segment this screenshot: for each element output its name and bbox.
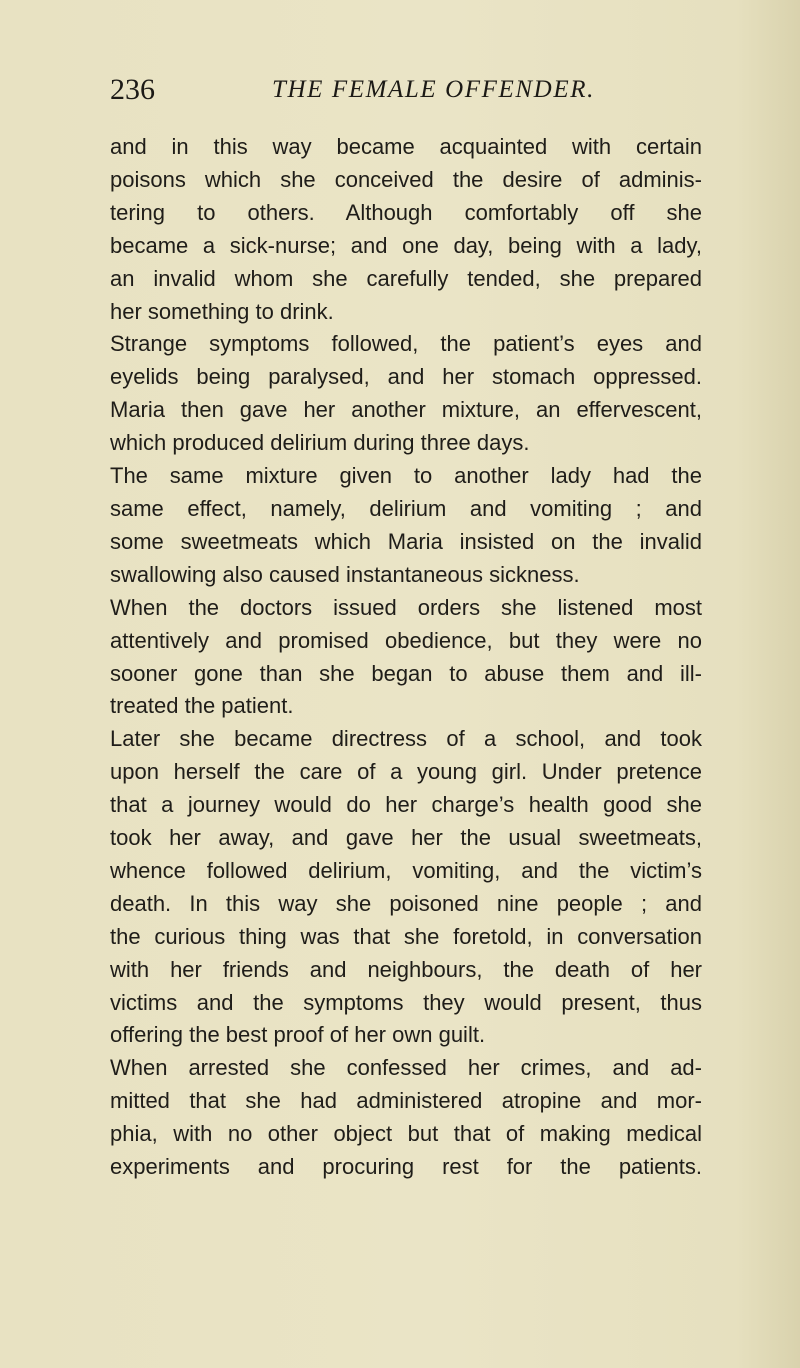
text-line: that a journey would do her charge’s health good she — [110, 792, 702, 818]
text-line: and in this way became acquainted with certain — [110, 134, 702, 159]
text-line: became a sick-nurse; and one day, being with a lady, — [110, 232, 702, 258]
text-line: offering the best proof of her own guilt. — [110, 1022, 486, 1048]
text-line: treated the patient. — [110, 693, 294, 719]
text-line: experiments and procuring rest for the patients. — [110, 1154, 702, 1180]
running-head: THE FEMALE OFFENDER. — [272, 76, 595, 103]
text-line: When the doctors issued orders she listened most — [110, 594, 702, 620]
text-line: whence followed delirium, vomiting, and the victim’s — [110, 857, 702, 883]
text-line: took her away, and gave her the usual sweetmeats, — [110, 825, 702, 851]
text-line: The same mixture given to another lady had the — [110, 463, 702, 489]
text-line: When arrested she confessed her crimes, and ad- — [110, 1055, 702, 1081]
text-line: Later she became directress of a school, and took — [110, 726, 702, 752]
text-line: sooner gone than she began to abuse them and ill- — [110, 660, 702, 686]
text-line: Maria then gave her another mixture, an effervescent, — [110, 397, 702, 423]
text-line: attentively and promised obedience, but they were no — [110, 627, 702, 653]
text-line: poisons which she conceived the desire of adminis- — [110, 166, 702, 192]
text-line: an invalid whom she carefully tended, she prepared — [110, 265, 702, 291]
text-line: Strange symptoms followed, the patient’s eyes and — [110, 331, 702, 357]
text-line: with her friends and neighbours, the death of her — [110, 956, 702, 982]
text-line: phia, with no other object but that of making medical — [110, 1121, 702, 1147]
text-line: same effect, namely, delirium and vomiting ; and — [110, 495, 702, 521]
text-line: mitted that she had administered atropine and mor- — [110, 1088, 702, 1114]
text-line: tering to others. Although comfortably off she — [110, 199, 702, 225]
text-line: some sweetmeats which Maria insisted on the invalid — [110, 528, 702, 554]
text-line: death. In this way she poisoned nine people ; and — [110, 890, 702, 916]
text-line: upon herself the care of a young girl. Under pretence — [110, 759, 702, 785]
page-header — [110, 70, 700, 110]
body-text — [110, 131, 702, 1184]
text-line: the curious thing was that she foretold, in conversation — [110, 923, 702, 949]
text-line: swallowing also caused instantaneous sickness. — [110, 561, 580, 587]
text-line: which produced delirium during three days. — [110, 430, 530, 456]
page-number: 236 — [110, 73, 155, 106]
text-line: victims and the symptoms they would present, thus — [110, 989, 702, 1015]
text-line: eyelids being paralysed, and her stomach oppressed. — [110, 364, 702, 390]
text-line: her something to drink. — [110, 298, 334, 324]
